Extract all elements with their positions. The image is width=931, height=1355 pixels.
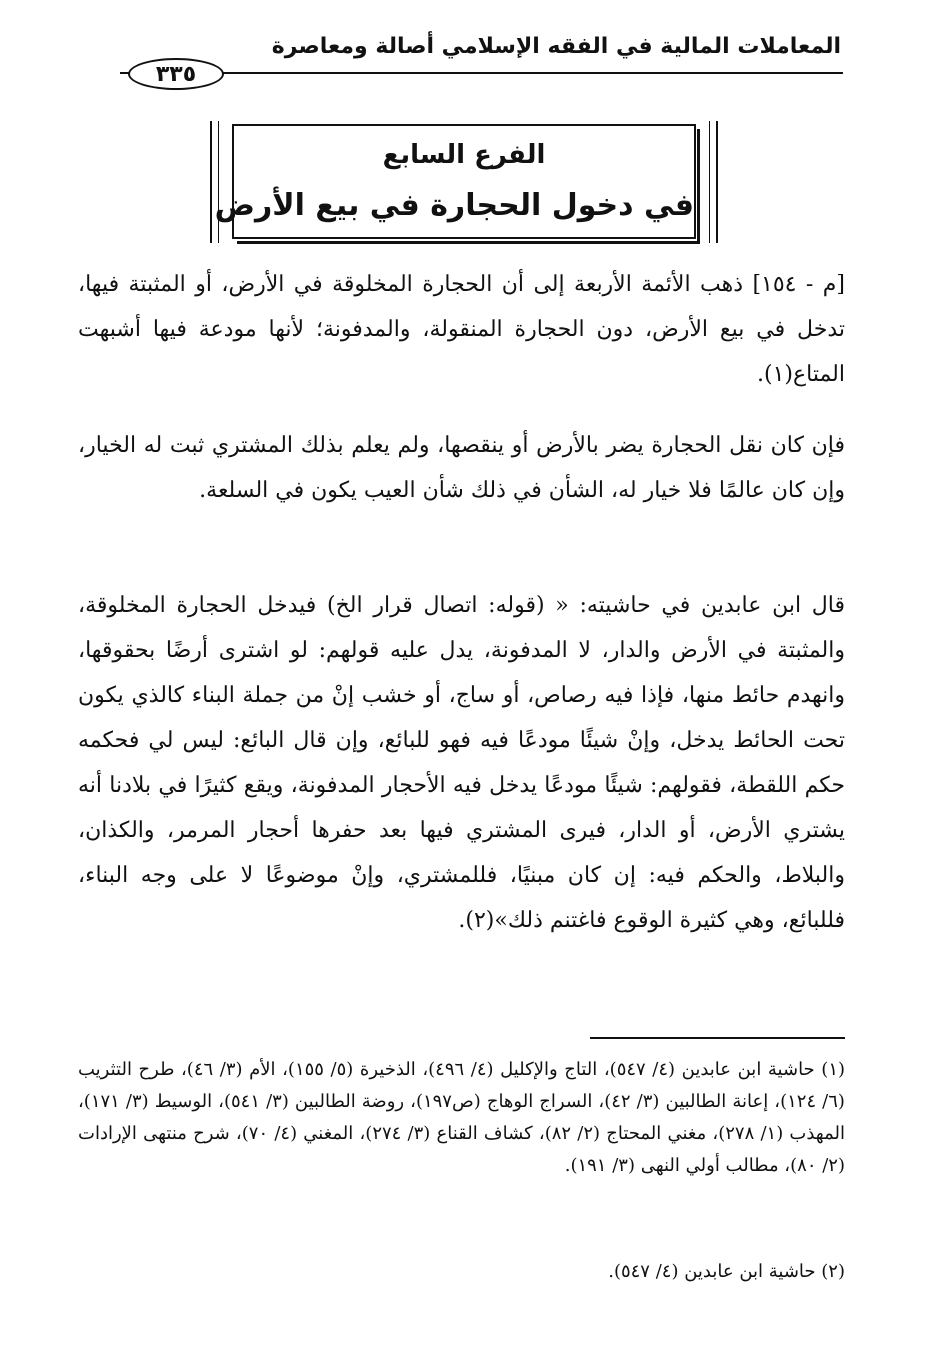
header-rule (120, 72, 843, 74)
footnote-2-text: حاشية ابن عابدين (٤/ ٥٤٧). (608, 1261, 816, 1282)
section-heading-line-2: في دخول الحجارة في بيع الأرض (214, 188, 694, 223)
section-heading-box (214, 124, 696, 239)
footnote-2 (78, 1256, 845, 1288)
footnote-2-number: (٢) (821, 1261, 845, 1282)
body-paragraph-1: [م - ١٥٤] ذهب الأئمة الأربعة إلى أن الحجارة المخلوقة في الأرض، أو المثبتة فيها، تدخل في بيع الأرض، دون الحجارة المنقولة، والمدفونة؛ لأنها مودعة فيها أشبهت المتاع(١). (78, 272, 846, 387)
footnote-separator (590, 1037, 845, 1039)
section-heading-line-1: الفرع السابع (382, 140, 546, 170)
body-paragraph-2: فإن كان نقل الحجارة يضر بالأرض أو ينقصها، ولم يعلم بذلك المشتري ثبت له الخيار، وإن كان عالمًا فلا خيار له، الشأن في ذلك شأن العيب يكون في السلعة. (78, 433, 845, 503)
page-number: ٣٣٥ (128, 58, 224, 90)
body-paragraph-3: قال ابن عابدين في حاشيته: « (قوله: اتصال قرار الخ) فيدخل الحجارة المخلوقة، والمثبتة في الأرض والدار، لا المدفونة، يدل عليه قولهم: لو اشترى أرضًا بحقوقها، وانهدم حائط منها، فإذا فيه رصاص، أو ساج، أو خشب إنْ من جملة البناء كالذي يكون تحت الحائط يدخل، وإنْ شيئًا مودعًا فيه فهو للبائع، وإن قال البائع: ليس لي فحكمه حكم اللقطة، فقولهم: شيئًا مودعًا يدخل فيه الأحجار المدفونة، ويقع كثيرًا في بلادنا أنه يشتري الأرض، أو الدار، فيرى المشتري فيها بعد حفرها أحجار المرمر، والكذان، والبلاط، والحكم فيه: إن كان مبنيًا، فللمشتري، وإنْ موضوعًا لا على وجه البناء، فللبائع، وهي كثيرة الوقوع فاغتنم ذلك»(٢). (78, 593, 845, 933)
footnote-1-number: (١) (821, 1059, 846, 1080)
running-header-title: المعاملات المالية في الفقه الإسلامي أصالة ومعاصرة (271, 34, 841, 59)
footnote-1 (78, 1054, 845, 1182)
footnote-1-text: حاشية ابن عابدين (٤/ ٥٤٧)، التاج والإكليل (٤/ ٤٩٦)، الذخيرة (٥/ ١٥٥)، الأم (٣/ ٤٦)، طرح التثريب (٦/ ١٢٤)، إعانة الطالبين (٣/ ٤٢)، السراج الوهاج (ص١٩٧)، روضة الطالبين (٣/ ٥٤١)، الوسيط (٣/ ١٧١)، المهذب (١/ ٢٧٨)، مغني المحتاج (٢/ ٨٢)، كشاف القناع (٣/ ٢٧٤)، المغني (٤/ ٧٠)، شرح منتهى الإرادات (٢/ ٨٠)، مطالب أولي النهى (٣/ ١٩١). (78, 1059, 845, 1176)
section-heading-frame (210, 121, 718, 243)
